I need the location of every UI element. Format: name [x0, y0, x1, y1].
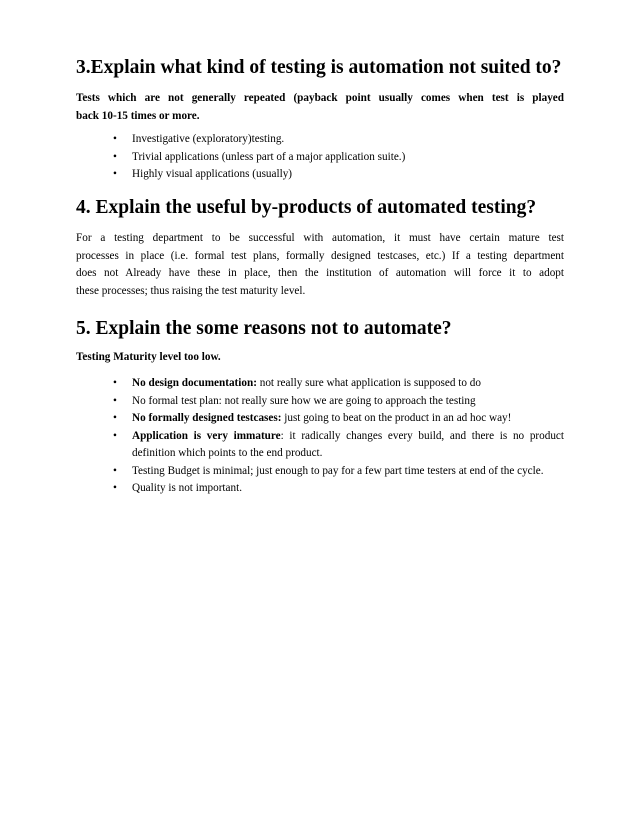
list-item-body: Testing Budget is minimal; just enough to pay for a few part time testers at end of the cycle. [132, 464, 544, 477]
bullet-icon: • [113, 464, 117, 477]
section-3-intro [76, 90, 564, 125]
section-5-intro: Testing Maturity level too low. [76, 351, 221, 363]
bullet-icon: • [113, 429, 117, 442]
list-item-text: Investigative (exploratory)testing. [132, 133, 285, 145]
list-item [113, 410, 564, 428]
list-item-text [132, 393, 564, 411]
list-item-body: just going to beat on the product in an ad hoc way! [281, 412, 512, 424]
section-4-line-2: processes in place (i.e. formal test plans, formally designed testcases, etc.) If a testing department [76, 249, 564, 262]
list-item [113, 428, 564, 463]
bullet-icon: • [113, 394, 117, 407]
section-4-paragraph [76, 230, 564, 300]
bullet-icon: • [113, 168, 117, 180]
section-4-heading: 4. Explain the useful by-products of automated testing? [76, 197, 537, 218]
section-5-heading: 5. Explain the some reasons not to automate? [76, 318, 452, 339]
list-item-body: Quality is not important. [132, 482, 243, 494]
list-item-text [132, 428, 564, 463]
list-item [113, 166, 564, 184]
list-item-body: : it radically changes every build, and there is no product definition which points to the end product. [132, 429, 565, 459]
list-item-body: not really sure what application is supposed to do [256, 377, 481, 389]
section-5-bullet-list [113, 375, 564, 498]
section-3-intro-line-1: Tests which are not generally repeated (payback point usually comes when test is played [76, 92, 564, 104]
list-item-text: Trivial applications (unless part of a major application suite.) [132, 150, 406, 163]
list-item [113, 149, 564, 167]
list-item-text [132, 410, 564, 428]
list-item-text [132, 463, 564, 481]
bullet-icon: • [113, 412, 117, 424]
list-item [113, 131, 564, 149]
section-3-heading: 3.Explain what kind of testing is automation not suited to? [76, 57, 562, 78]
list-item-text [132, 375, 564, 393]
section-4-line-1: For a testing department to be successful with automation, it must have certain mature test [76, 232, 564, 244]
list-item [113, 393, 564, 411]
section-4-line-3: does not Already have these in place, then the institution of automation will force it to adopt [76, 267, 564, 279]
section-4-line-4: these processes; thus raising the test maturity level. [76, 284, 306, 297]
list-item-text [132, 480, 564, 498]
bullet-icon: • [113, 377, 117, 389]
list-item-text: Highly visual applications (usually) [132, 168, 293, 180]
list-item [113, 375, 564, 393]
list-item-bold: Application is very immature [132, 429, 281, 442]
list-item-bold: No formally designed testcases: [132, 412, 282, 424]
list-item-bold: No design documentation: [132, 377, 257, 389]
section-3-intro-line-2: back 10-15 times or more. [76, 109, 200, 122]
bullet-icon: • [113, 150, 117, 163]
section-3-bullet-list [113, 131, 564, 184]
list-item [113, 463, 564, 481]
list-item [113, 480, 564, 498]
bullet-icon: • [113, 482, 117, 494]
list-item-body: No formal test plan: not really sure how we are going to approach the testing [132, 394, 476, 407]
bullet-icon: • [113, 133, 117, 145]
